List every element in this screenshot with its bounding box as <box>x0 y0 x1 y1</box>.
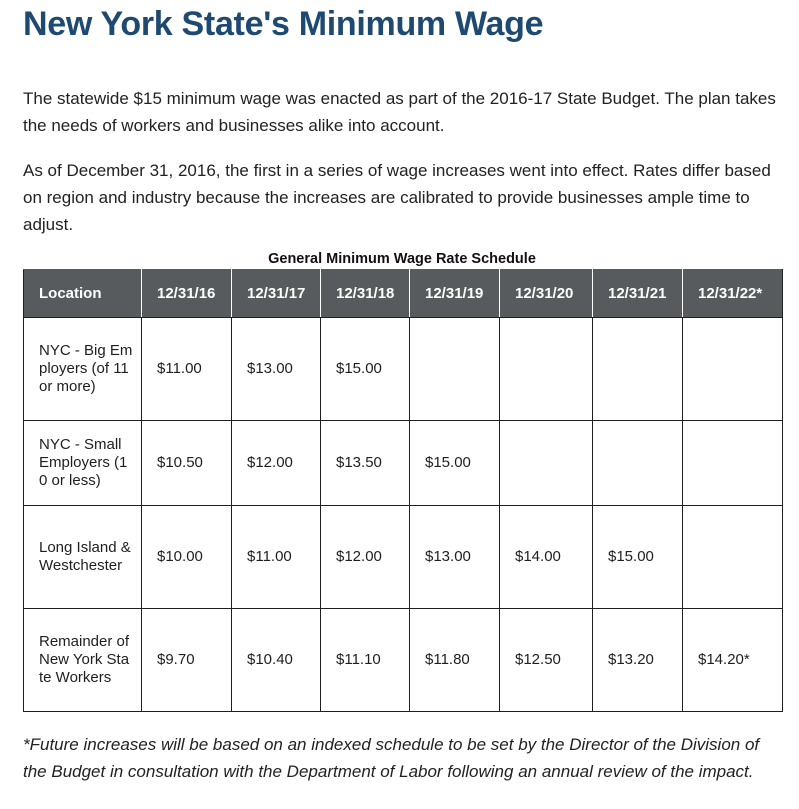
table-row <box>24 421 783 506</box>
rate-cell <box>683 506 783 609</box>
minimum-wage-table <box>23 269 783 712</box>
rate-cell: $10.40 <box>232 609 321 712</box>
column-header-date: 12/31/20 <box>500 270 593 318</box>
page-title: New York State's Minimum Wage <box>23 5 544 43</box>
rate-cell <box>593 318 683 421</box>
column-header-date: 12/31/21 <box>593 270 683 318</box>
rate-cell: $11.80 <box>410 609 500 712</box>
rate-cell: $13.00 <box>410 506 500 609</box>
intro-paragraph-2: As of December 31, 2016, the first in a series of wage increases went into effect. Rates differ based on region and industry because the increases are calibrated to provide businesses ample time to adjust. <box>23 161 771 234</box>
table-caption: General Minimum Wage Rate Schedule <box>268 251 536 267</box>
location-cell: NYC - Small Employers (10 or less) <box>24 421 142 506</box>
column-header-location: Location <box>24 270 142 318</box>
rate-cell <box>500 318 593 421</box>
rate-cell <box>683 421 783 506</box>
table-row <box>24 506 783 609</box>
rate-cell: $13.00 <box>232 318 321 421</box>
location-cell: NYC - Big Employers (of 11 or more) <box>24 318 142 421</box>
rate-cell: $12.00 <box>232 421 321 506</box>
rate-cell <box>593 421 683 506</box>
rate-cell: $11.00 <box>232 506 321 609</box>
table-row <box>24 318 783 421</box>
rate-cell: $11.10 <box>321 609 410 712</box>
rate-cell: $12.50 <box>500 609 593 712</box>
rate-cell: $15.00 <box>410 421 500 506</box>
intro-paragraph-1: The statewide $15 minimum wage was enacted as part of the 2016-17 State Budget. The plan takes the needs of workers and businesses alike into account. <box>23 89 776 135</box>
rate-cell: $10.50 <box>142 421 232 506</box>
rate-cell: $14.00 <box>500 506 593 609</box>
rate-cell: $9.70 <box>142 609 232 712</box>
column-header-date: 12/31/17 <box>232 270 321 318</box>
rate-cell: $13.20 <box>593 609 683 712</box>
table-header-row <box>24 270 783 318</box>
page-content <box>23 0 783 785</box>
rate-cell: $10.00 <box>142 506 232 609</box>
rate-cell: $15.00 <box>321 318 410 421</box>
rate-cell <box>683 318 783 421</box>
rate-cell: $12.00 <box>321 506 410 609</box>
table-row <box>24 609 783 712</box>
column-header-date: 12/31/19 <box>410 270 500 318</box>
footnote: *Future increases will be based on an indexed schedule to be set by the Director of the Division of the Budget in consultation with the Department of Labor following an annual review of the impact. <box>23 735 760 781</box>
rate-cell: $15.00 <box>593 506 683 609</box>
rate-cell: $13.50 <box>321 421 410 506</box>
column-header-date: 12/31/18 <box>321 270 410 318</box>
rate-cell <box>410 318 500 421</box>
rate-cell <box>500 421 593 506</box>
location-cell: Long Island & Westchester <box>24 506 142 609</box>
rate-cell: $11.00 <box>142 318 232 421</box>
column-header-date: 12/31/22* <box>683 270 783 318</box>
column-header-date: 12/31/16 <box>142 270 232 318</box>
location-cell: Remainder of New York State Workers <box>24 609 142 712</box>
rate-cell: $14.20* <box>683 609 783 712</box>
